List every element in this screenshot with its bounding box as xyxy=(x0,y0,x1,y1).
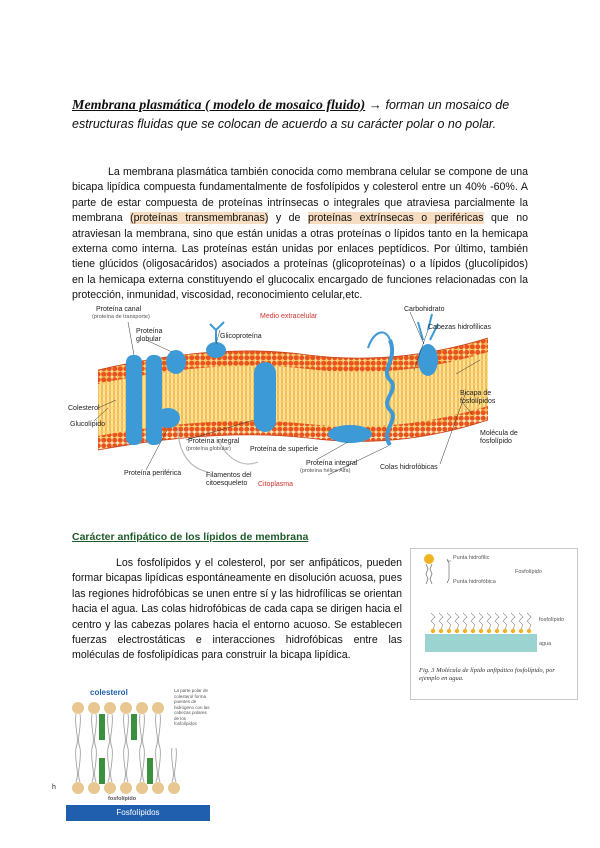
upper-tails xyxy=(76,714,161,748)
label-channel-protein-sub: (proteína de transporte) xyxy=(92,314,150,320)
label-phospholipid: Fosfolípido xyxy=(515,569,542,575)
monolayer-tails xyxy=(431,613,531,629)
title-main: Membrana plasmática ( modelo de mosaico fluido) xyxy=(72,98,366,113)
label-extracellular: Medio extracelular xyxy=(260,313,318,320)
surface-protein-shape xyxy=(328,425,372,443)
para1-text1: La membrana plasmática también conocida como membrana celular se compone de una bicapa lipídica compuesta fundamentalmente de fosfolípidos y colesterol entre un 40% -60%. A parte de estar compuesta de proteínas intrínsecas o integrales que atraviesa parcialmente la membrana xyxy=(72,166,528,225)
lower-tails xyxy=(76,748,177,782)
label-phospholipid-molecule: Molécula de fosfolípido xyxy=(480,430,518,445)
title-rest: forman un mosaico de estructuras fluidas que se colocan de acuerdo a su carácter polar o no polar. xyxy=(72,98,510,131)
label-cholesterol-note: La parte polar de colesterol forma puentes de hidrógeno con las cabezas polares de los fosfolípidos xyxy=(174,688,210,726)
label-channel-protein: Proteína canal xyxy=(96,306,142,313)
label-bilayer: Bicapa de fosfolípidos xyxy=(460,390,496,405)
label-integral-protein-a: Proteína integral xyxy=(188,438,240,445)
label-hydrophobic-tails: Colas hidrofóbicas xyxy=(380,464,438,471)
label-hydrophilic-heads: Cabezas hidrofílicas xyxy=(428,324,492,331)
label-phospholipid-2: fosfolípido xyxy=(539,617,565,623)
page-title xyxy=(72,96,542,133)
label-water: agua xyxy=(539,641,552,647)
label-surface-protein: Proteína de superficie xyxy=(250,446,319,453)
label-phospholipid-small: fosfolípido xyxy=(108,796,137,802)
label-nonpolar-tail: Punta hidrofóbica xyxy=(453,579,496,585)
label-cholesterol-small: colesterol xyxy=(90,688,128,697)
label-cytoplasm: Citoplasma xyxy=(258,481,294,488)
label-h: h xyxy=(52,784,56,791)
polar-head-shape xyxy=(424,554,434,564)
globular-protein-shape xyxy=(166,350,186,374)
highlight-transmembrane: (proteínas transmembranas) xyxy=(130,212,269,225)
label-glycolipid: Glucolípido xyxy=(70,421,106,428)
label-integral-protein-a-sub: (proteína globular) xyxy=(186,446,231,452)
phospholipid-figure xyxy=(410,548,578,700)
para1-text2: y de xyxy=(268,212,308,225)
label-glycoprotein: Glicoproteína xyxy=(220,333,262,340)
cholesterol-shape xyxy=(99,714,105,740)
label-carbohydrate: Carbohidrato xyxy=(404,306,445,313)
amphipathic-paragraph: Los fosfolípidos y el colesterol, por ser anfipáticos, pueden formar bicapas lipídicas espontáneamente en disolución acuosa, pues las regiones hidrofóbicas se unen entre sí y las hidrofílicas se orientan hacia el agua. Las colas hidrofóbicas de cada capa se dirigen hacia el centro y las cabezas polares hacia el entorno acuoso. Se establecen fuerzas electrostáticas e interacciones hidrofóbicas entre las moléculas de fosfolipídicas para construir la bicapa lipídica. xyxy=(72,557,402,662)
label-globular-protein: Proteína globular xyxy=(136,328,163,343)
channel-protein-shape xyxy=(126,355,142,445)
para1-text3: que no atraviesan la membrana, sino que están unidas a otras proteínas o lípidos tanto en la hemicapa externa como interna. Las proteínas están unidas por enlaces peptídicos. Por último, también tiene glúcidos (oligosacáridos) asociados a proteínas (glicoproteínas) o a lípidos (glucolípidos) en la hemicapa externa constituyendo el glucocalix encargado de funciones relacionadas con la protección, inmunidad, viscosidad, reconocimiento celular,etc. xyxy=(72,212,528,302)
banner-label: Fosfolípidos xyxy=(116,808,160,817)
label-peripheral-protein: Proteína periférica xyxy=(124,470,182,477)
cholesterol-diagram xyxy=(52,688,210,821)
label-polar-head: Punta hidrofílic xyxy=(453,555,490,561)
water-layer xyxy=(425,634,537,652)
peripheral-protein-shape xyxy=(156,408,180,428)
label-cytoskeleton: Filamentos del citoesqueleto xyxy=(206,472,252,487)
highlight-peripheral: proteínas extrínsecas o periféricas xyxy=(307,212,484,225)
section-heading: Carácter anfipático de los lípidos de membrana xyxy=(72,531,309,543)
intro-paragraph xyxy=(72,165,528,304)
glycoprotein-shape xyxy=(206,342,226,358)
figure-caption: Fig. 3 Molécula de lípido anfipático fosfolípido, por ejemplo en agua. xyxy=(419,667,555,682)
label-integral-protein-b-sub: (proteína hélice Alfa) xyxy=(300,468,351,474)
integral-protein-shape xyxy=(254,362,276,432)
membrane-diagram xyxy=(68,300,536,496)
label-cholesterol: Colesterol xyxy=(68,405,100,412)
label-integral-protein-b: Proteína integral xyxy=(306,460,358,467)
arrow-icon: → xyxy=(368,97,382,112)
